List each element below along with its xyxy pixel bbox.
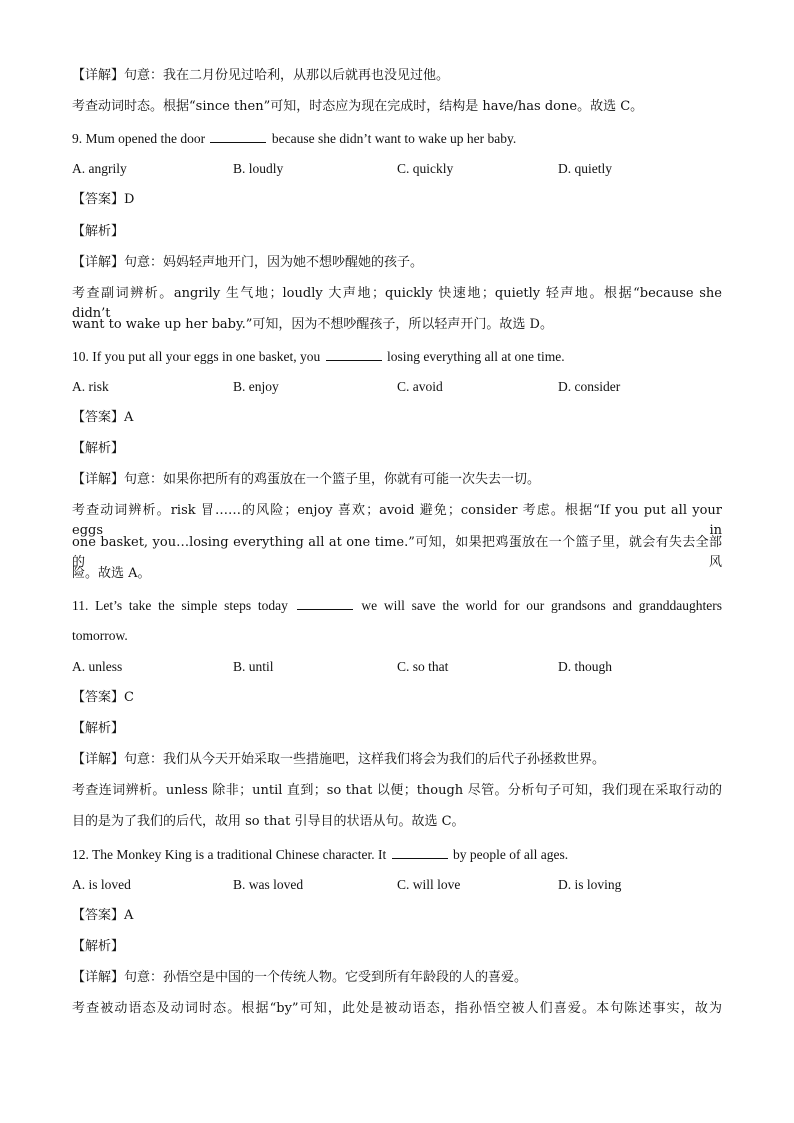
option-item: C. avoid	[397, 379, 443, 394]
text-line: 考查副词辨析。angrily 生气地；loudly 大声地；quickly 快速地；quietly 轻声地。根据“because she didn’t	[72, 286, 722, 321]
text-line: 考查连词辨析。unless 除非；until 直到；so that 以便；though 尽管。分析句子可知，我们现在采取行动的	[72, 783, 722, 798]
option-item: B. loudly	[233, 161, 284, 176]
question-text-before: 10. If you put all your eggs in one basket, you	[72, 349, 324, 364]
text-line: 险。故选 A。	[72, 566, 151, 581]
text-line: 【答案】A	[72, 908, 134, 923]
option-item: C. will love	[397, 877, 461, 892]
text-line: 【解析】	[72, 721, 125, 736]
text-line: 考查动词辨析。risk 冒……的风险；enjoy 喜欢；avoid 避免；consider 考虑。根据“If you put all your eggs in	[72, 503, 722, 538]
text-line: 【答案】D	[72, 192, 135, 207]
question-text-after: losing everything all at one time.	[383, 349, 565, 364]
answer-blank	[392, 844, 448, 859]
option-item: C. so that	[397, 659, 449, 674]
question-text-after: by people of all ages.	[449, 847, 569, 862]
option-item: A. risk	[72, 379, 109, 394]
option-item: D. quietly	[558, 161, 612, 176]
question-stem	[72, 128, 722, 149]
question-stem	[72, 844, 722, 865]
option-item: B. was loved	[233, 877, 304, 892]
text-line: 目的是为了我们的后代，故用 so that 引导目的状语从句。故选 C。	[72, 814, 465, 829]
question-text-before: 9. Mum opened the door	[72, 131, 209, 146]
question-text-before: 11. Let’s take the simple steps today	[72, 598, 295, 613]
option-item: B. until	[233, 659, 274, 674]
option-item: B. enjoy	[233, 379, 279, 394]
answer-options	[72, 875, 722, 895]
text-line: 【详解】句意：我在二月份见过哈利，从那以后就再也没见过他。	[72, 68, 450, 83]
answer-options	[72, 657, 722, 677]
question-text-after: because she didn’t want to wake up her baby.	[268, 131, 517, 146]
answer-options	[72, 377, 722, 397]
question-text-after: we will save the world for our grandsons and granddaughters	[354, 598, 722, 613]
option-item: D. though	[558, 659, 612, 674]
answer-blank	[297, 595, 353, 610]
text-line: one basket, you…losing everything all at one time.”可知，如果把鸡蛋放在一个篮子里，就会有失去全部的风	[72, 535, 722, 570]
option-item: A. unless	[72, 659, 123, 674]
text-line: 考查被动语态及动词时态。根据“by”可知，此处是被动语态，指孙悟空被人们喜爱。本句陈述事实，故为	[72, 1001, 722, 1016]
option-item: D. is loving	[558, 877, 622, 892]
text-line: 【答案】C	[72, 690, 134, 705]
option-item: C. quickly	[397, 161, 454, 176]
answer-blank	[210, 128, 266, 143]
option-item: D. consider	[558, 379, 621, 394]
text-line: want to wake up her baby.”可知，因为不想吵醒孩子，所以轻声开门。故选 D。	[72, 317, 553, 332]
answer-blank	[326, 346, 382, 361]
text-line: tomorrow.	[72, 628, 128, 643]
question-stem	[72, 346, 722, 367]
question-text-before: 12. The Monkey King is a traditional Chinese character. It	[72, 847, 390, 862]
text-line: 考查动词时态。根据“since then”可知，时态应为现在完成时，结构是 have/has done。故选 C。	[72, 99, 644, 114]
option-item: A. angrily	[72, 161, 127, 176]
text-line: 【解析】	[72, 224, 125, 239]
text-line: 【详解】句意：如果你把所有的鸡蛋放在一个篮子里，你就有可能一次失去一切。	[72, 472, 541, 487]
text-line: 【详解】句意：我们从今天开始采取一些措施吧，这样我们将会为我们的后代子孙拯救世界。	[72, 752, 606, 767]
text-line: 【答案】A	[72, 410, 134, 425]
text-line: 【详解】句意：妈妈轻声地开门，因为她不想吵醒她的孩子。	[72, 255, 424, 270]
text-line: 【解析】	[72, 939, 125, 954]
question-stem	[72, 595, 722, 615]
option-item: A. is loved	[72, 877, 131, 892]
answer-options	[72, 159, 722, 179]
text-line: 【详解】句意：孙悟空是中国的一个传统人物。它受到所有年龄段的人的喜爱。	[72, 970, 528, 985]
text-line: 【解析】	[72, 441, 125, 456]
